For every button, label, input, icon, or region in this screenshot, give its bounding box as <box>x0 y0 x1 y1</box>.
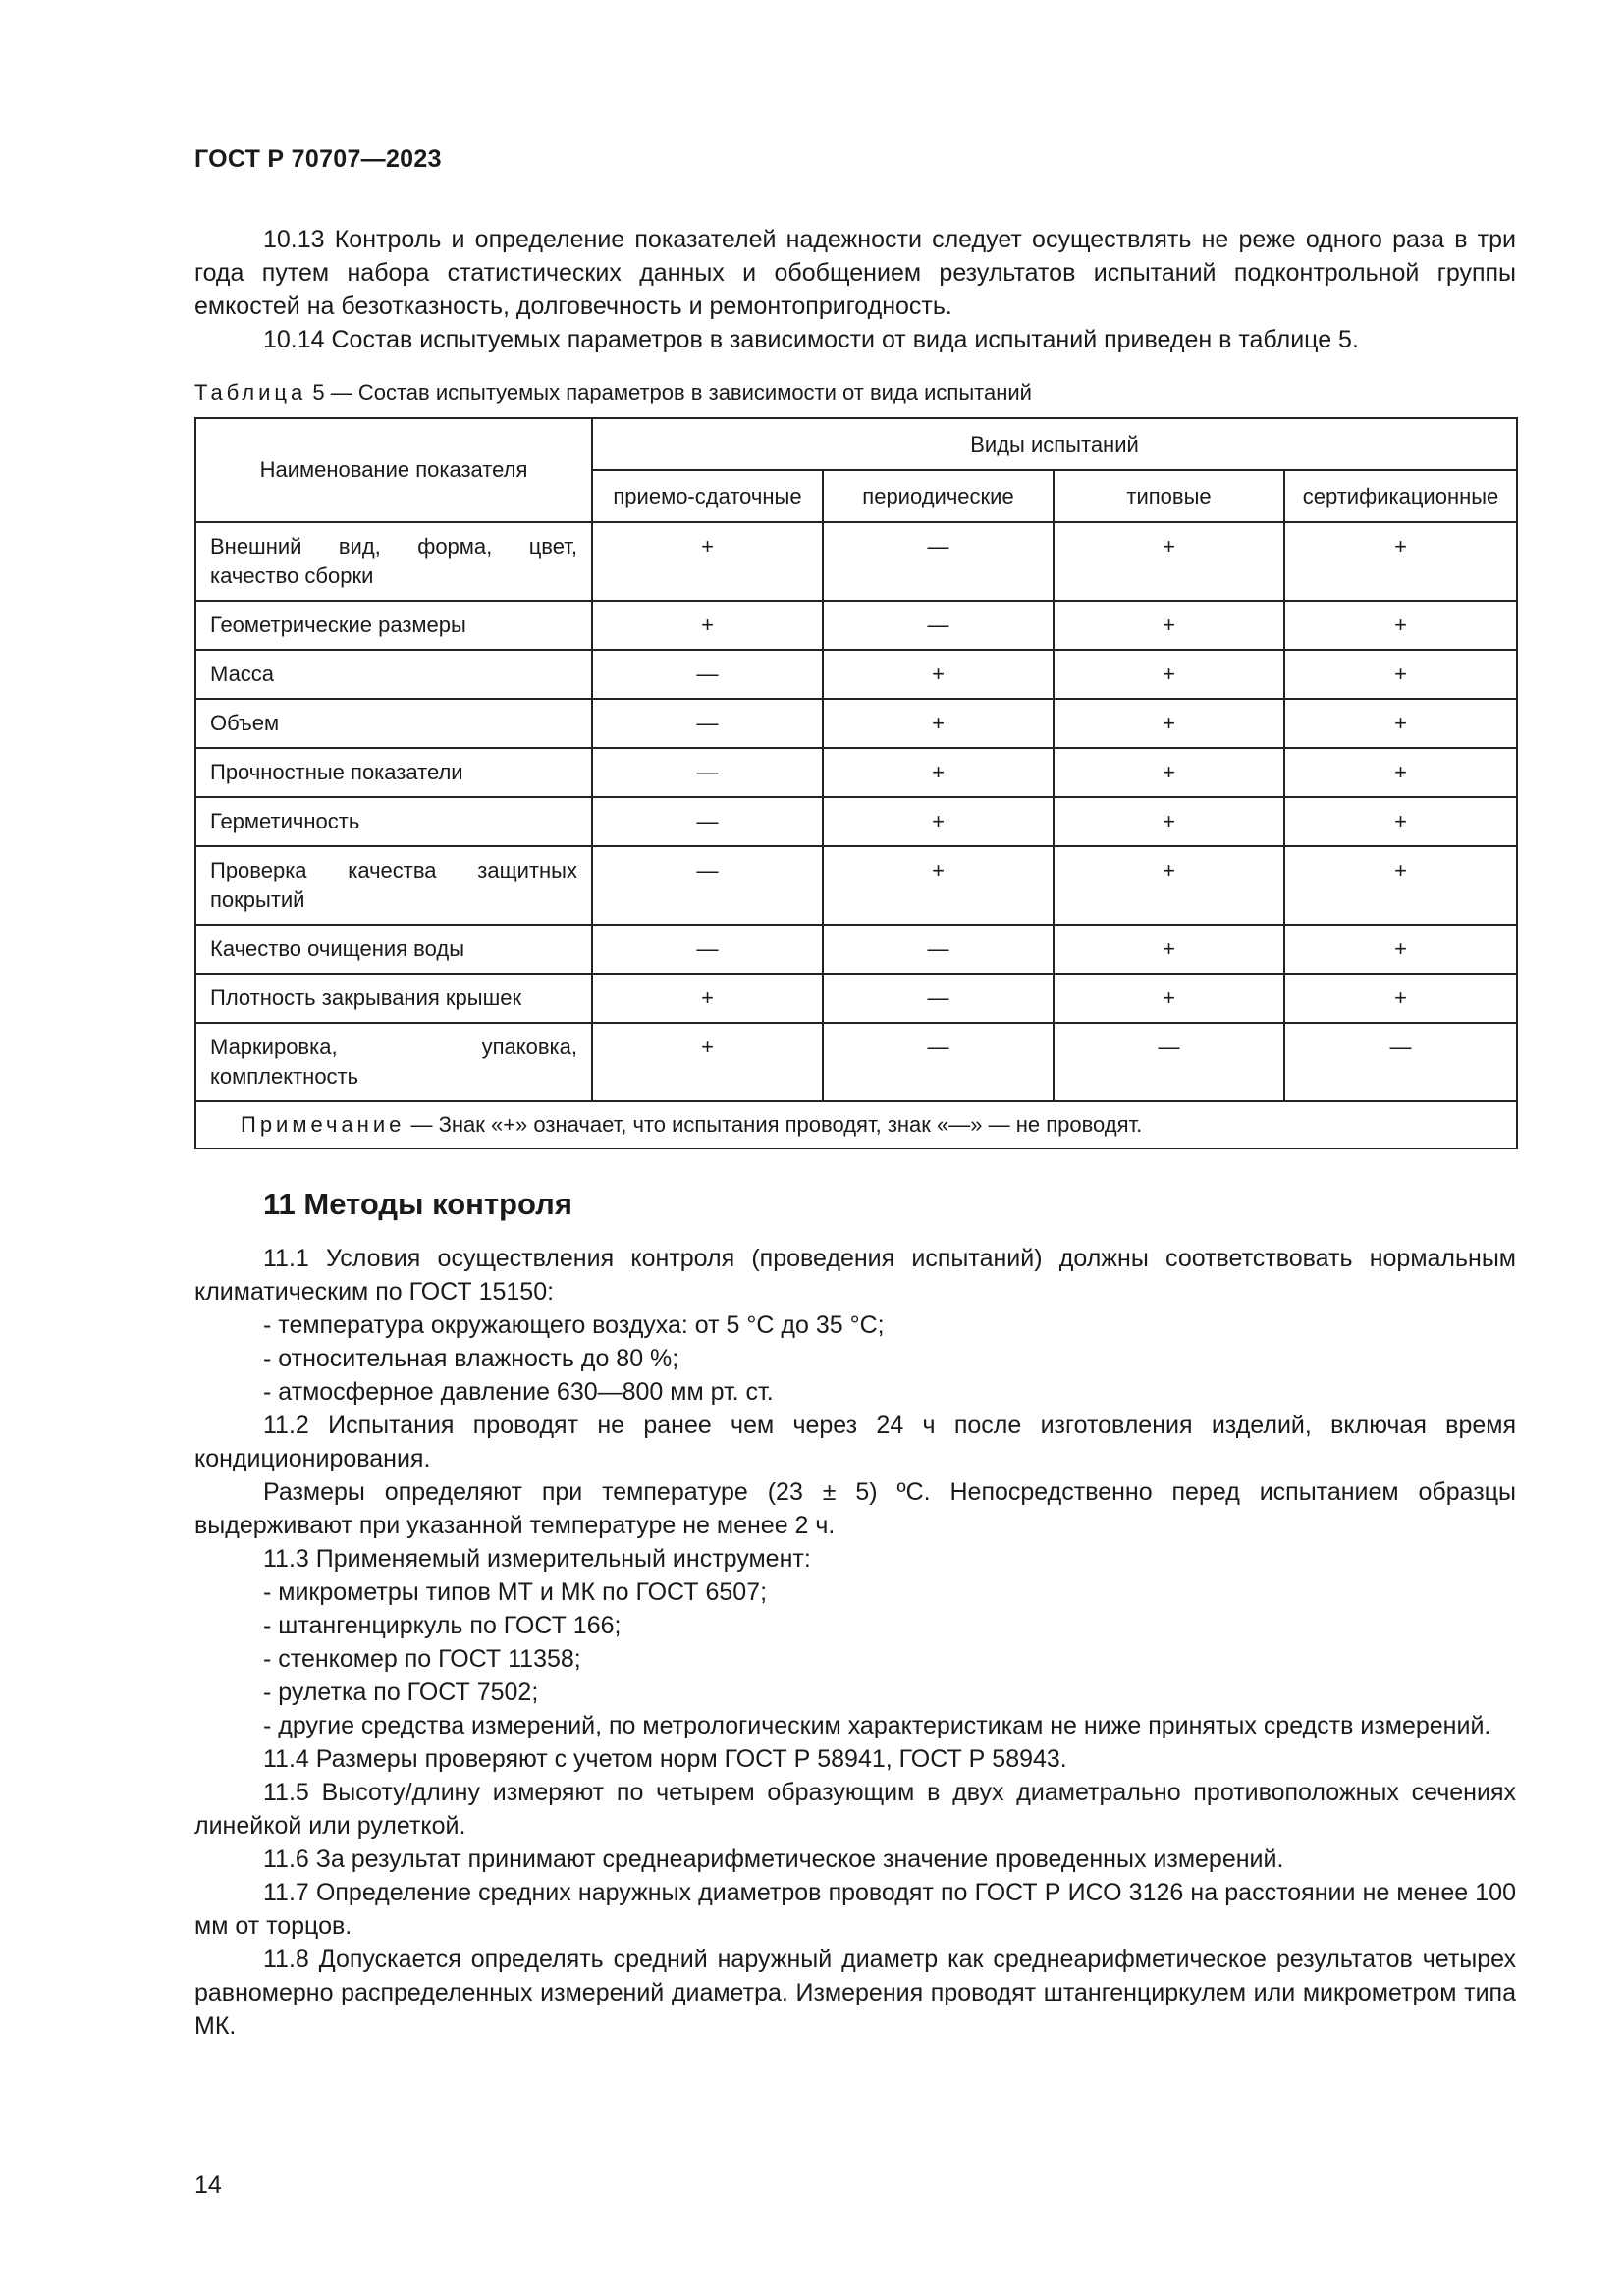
test-mark-cell: + <box>1284 650 1517 699</box>
list-item: - стенкомер по ГОСТ 11358; <box>263 1645 581 1673</box>
table-row <box>195 650 1517 699</box>
test-mark-cell: + <box>823 748 1054 797</box>
table-row <box>195 699 1517 748</box>
header-group-cell: Виды испытаний <box>592 418 1517 470</box>
header-type-cell: сертификационные <box>1284 470 1517 522</box>
section-title: 11 Методы контроля <box>263 1187 572 1221</box>
test-mark-cell: + <box>1284 846 1517 925</box>
parameter-name-cell: Качество очищения воды <box>195 925 592 974</box>
table-row <box>195 522 1517 601</box>
header-type-cell: типовые <box>1054 470 1284 522</box>
test-mark-cell: — <box>592 846 823 925</box>
table-caption <box>194 380 1516 405</box>
list-item: - рулетка по ГОСТ 7502; <box>263 1679 539 1706</box>
parameter-name-cell: Маркировка, упаковка, комплектность <box>195 1023 592 1101</box>
test-mark-cell: + <box>1284 748 1517 797</box>
test-mark-cell: + <box>1054 601 1284 650</box>
test-mark-cell: + <box>1284 974 1517 1023</box>
paragraph-other-instruments: - другие средства измерений, по метрологическим характеристикам не ниже принятых средств измерений. <box>263 1712 1491 1739</box>
paragraph-11-3: 11.3 Применяемый измерительный инструмент: <box>263 1545 811 1573</box>
test-mark-cell: — <box>823 925 1054 974</box>
test-mark-cell: + <box>1054 974 1284 1023</box>
paragraph-11-4: 11.4 Размеры проверяют с учетом норм ГОСТ Р 58941, ГОСТ Р 58943. <box>263 1745 1067 1773</box>
table-caption-text: 5 — Состав испытуемых параметров в зависимости от вида испытаний <box>312 380 1032 404</box>
list-item: - штангенциркуль по ГОСТ 166; <box>263 1612 622 1639</box>
parameter-name-cell: Герметичность <box>195 797 592 846</box>
test-mark-cell: + <box>1284 601 1517 650</box>
paragraph-11-1: 11.1 Условия осуществления контроля (проведения испытаний) должны соответствовать нормальным климатическим по ГОСТ 15150: <box>194 1245 1516 1306</box>
test-mark-cell: + <box>823 650 1054 699</box>
paragraph-11-7: 11.7 Определение средних наружных диаметров проводят по ГОСТ Р ИСО 3126 на расстоянии не менее 100 мм от торцов. <box>194 1879 1516 1940</box>
test-mark-cell: + <box>1054 925 1284 974</box>
test-mark-cell: + <box>823 699 1054 748</box>
test-mark-cell: + <box>1054 522 1284 601</box>
table-row <box>195 748 1517 797</box>
list-item: - микрометры типов МТ и МК по ГОСТ 6507; <box>263 1578 768 1606</box>
page-content <box>194 145 1516 2043</box>
table-note-row <box>195 1101 1517 1148</box>
test-mark-cell: + <box>1284 699 1517 748</box>
list-item: - температура окружающего воздуха: от 5 °С до 35 °С; <box>263 1311 885 1339</box>
test-mark-cell: + <box>1054 797 1284 846</box>
page-number: 14 <box>194 2171 222 2199</box>
test-mark-cell: — <box>592 797 823 846</box>
test-mark-cell: — <box>592 925 823 974</box>
parameter-name-cell: Масса <box>195 650 592 699</box>
parameter-name-cell: Объем <box>195 699 592 748</box>
paragraph-10-14: 10.14 Состав испытуемых параметров в зависимости от вида испытаний приведен в таблице 5. <box>263 326 1359 353</box>
test-mark-cell: — <box>823 1023 1054 1101</box>
paragraph-10-13: 10.13 Контроль и определение показателей надежности следует осуществлять не реже одного раза в три года путем набора статистических данных и обобщением результатов испытаний подконтрольной группы емкостей на безотказность, долговечность и ремонтопригодность. <box>194 226 1516 320</box>
table-row <box>195 797 1517 846</box>
test-mark-cell: + <box>1054 650 1284 699</box>
parameter-name-cell: Внешний вид, форма, цвет, качество сборки <box>195 522 592 601</box>
test-mark-cell: + <box>1284 925 1517 974</box>
document-header: ГОСТ Р 70707—2023 <box>194 145 442 173</box>
test-mark-cell: — <box>592 748 823 797</box>
test-mark-cell: — <box>1054 1023 1284 1101</box>
test-mark-cell: — <box>823 601 1054 650</box>
table-row <box>195 925 1517 974</box>
test-mark-cell: + <box>592 974 823 1023</box>
header-name-cell: Наименование показателя <box>195 418 592 522</box>
test-mark-cell: + <box>1284 797 1517 846</box>
list-item: - атмосферное давление 630—800 мм рт. ст. <box>263 1378 774 1406</box>
test-mark-cell: + <box>592 601 823 650</box>
table-row <box>195 974 1517 1023</box>
table-row <box>195 1023 1517 1101</box>
test-mark-cell: + <box>823 797 1054 846</box>
table-header-row-1 <box>195 418 1517 470</box>
parameter-name-cell: Проверка качества защитных покрытий <box>195 846 592 925</box>
test-mark-cell: + <box>592 1023 823 1101</box>
table-row <box>195 846 1517 925</box>
test-mark-cell: + <box>592 522 823 601</box>
test-mark-cell: — <box>592 699 823 748</box>
paragraph-11-2: 11.2 Испытания проводят не ранее чем через 24 ч после изготовления изделий, включая время кондиционирования. <box>194 1412 1516 1472</box>
paragraph-11-5: 11.5 Высоту/длину измеряют по четырем образующим в двух диаметрально противоположных сечениях линейкой или рулеткой. <box>194 1779 1516 1840</box>
test-mark-cell: + <box>1054 699 1284 748</box>
test-mark-cell: — <box>823 522 1054 601</box>
test-mark-cell: + <box>823 846 1054 925</box>
test-mark-cell: + <box>1284 522 1517 601</box>
table-caption-label: Таблица <box>194 380 307 404</box>
note-text: — Знак «+» означает, что испытания проводят, знак «—» — не проводят. <box>405 1112 1143 1137</box>
test-mark-cell: + <box>1054 846 1284 925</box>
table-row <box>195 601 1517 650</box>
paragraph-11-6: 11.6 За результат принимают среднеарифметическое значение проведенных измерений. <box>263 1845 1284 1873</box>
table-body <box>195 522 1517 1101</box>
parameter-name-cell: Плотность закрывания крышек <box>195 974 592 1023</box>
parameter-name-cell: Прочностные показатели <box>195 748 592 797</box>
parameter-name-cell: Геометрические размеры <box>195 601 592 650</box>
header-type-cell: периодические <box>823 470 1054 522</box>
note-label: Примечание <box>241 1112 406 1137</box>
test-parameters-table <box>194 417 1518 1149</box>
test-mark-cell: — <box>823 974 1054 1023</box>
paragraph-sizes: Размеры определяют при температуре (23 ± 5) ºС. Непосредственно перед испытанием образцы выдерживают при указанной температуре не менее 2 ч. <box>194 1478 1516 1539</box>
test-mark-cell: + <box>1054 748 1284 797</box>
list-item: - относительная влажность до 80 %; <box>263 1345 679 1372</box>
table-note-cell <box>195 1101 1517 1148</box>
test-mark-cell: — <box>592 650 823 699</box>
test-mark-cell: — <box>1284 1023 1517 1101</box>
header-type-cell: приемо-сдаточные <box>592 470 823 522</box>
paragraph-11-8: 11.8 Допускается определять средний наружный диаметр как среднеарифметическое результатов четырех равномерно распределенных измерений диаметра. Измерения проводят штангенциркулем или микрометром типа МК. <box>194 1946 1516 2040</box>
